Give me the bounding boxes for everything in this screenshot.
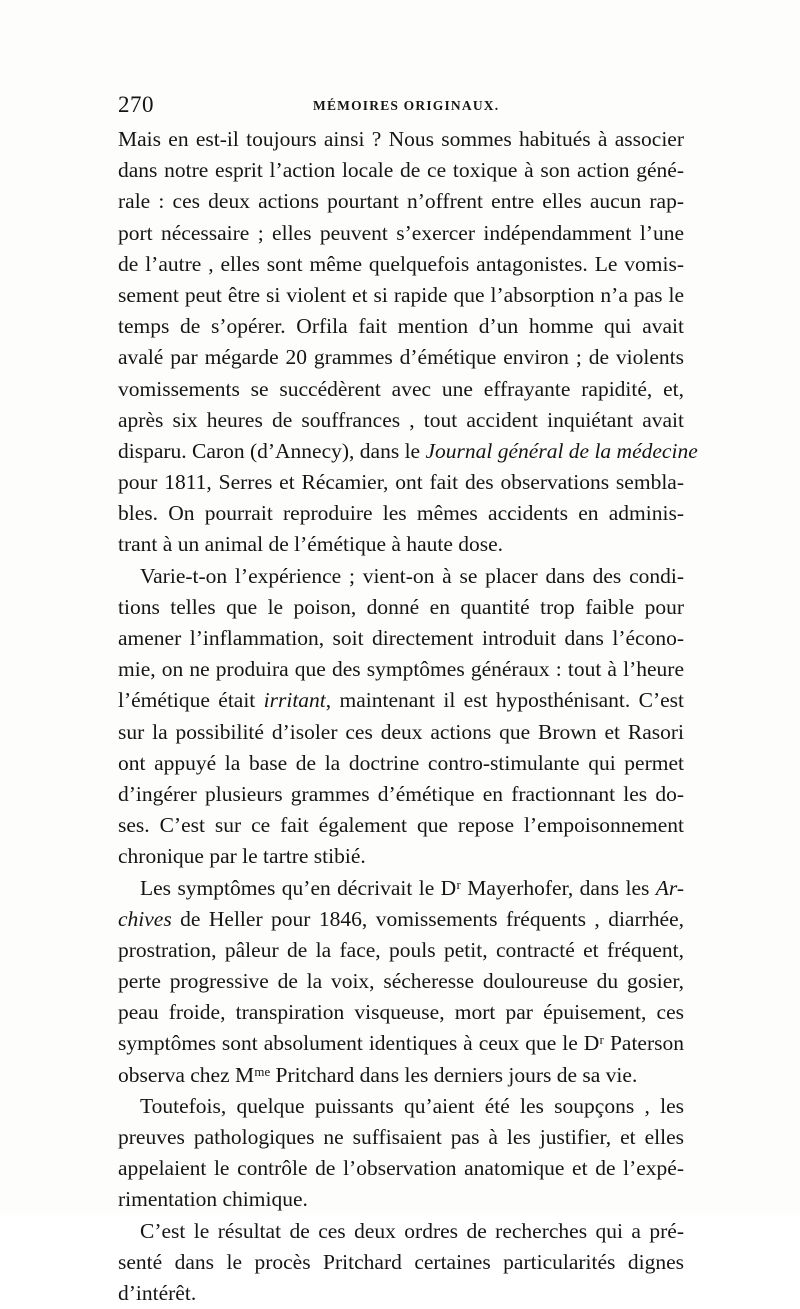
body-text xyxy=(118,124,698,1309)
text-segment: sur la possibilité d’isoler ces deux actions que Brown et Rasori xyxy=(118,719,684,744)
text-line xyxy=(118,218,684,249)
text-line xyxy=(118,498,684,529)
text-line xyxy=(118,810,684,841)
text-segment: ont appuyé la base de la doctrine contro-stimulante qui permet xyxy=(118,750,684,775)
text-line xyxy=(118,155,684,186)
text-segment: de Heller pour 1846, vomissements fréquents , diarrhée, xyxy=(171,906,684,931)
running-head xyxy=(118,92,688,122)
text-segment: , maintenant il est hyposthénisant. C’est xyxy=(325,688,684,713)
text-line xyxy=(118,467,684,498)
text-line xyxy=(118,654,684,685)
text-line xyxy=(118,717,684,748)
text-segment: mie, on ne produira que des symptômes généraux : tout à l’heure xyxy=(118,657,684,682)
text-segment: d’ingérer plusieurs grammes d’émétique en fractionnant les do- xyxy=(118,781,684,806)
text-segment: symptômes sont absolument identiques à ceux que le Dʳ Paterson xyxy=(118,1031,684,1056)
text-segment: avalé par mégarde 20 grammes d’émétique environ ; de violents xyxy=(118,345,684,370)
text-line xyxy=(118,374,684,405)
text-line xyxy=(118,1091,684,1122)
text-line xyxy=(118,186,684,217)
text-segment: Mais en est-il toujours ainsi ? Nous sommes habitués à associer xyxy=(118,127,684,151)
text-segment: rimentation chimique. xyxy=(118,1187,308,1212)
text-segment: pour 1811, Serres et Récamier, ont fait des observations sembla- xyxy=(118,470,684,495)
text-segment: perte progressive de la voix, sécheresse douloureuse du gosier, xyxy=(118,969,684,994)
text-segment: d’intérêt. xyxy=(118,1280,197,1305)
text-segment: trant à un animal de l’émétique à haute dose. xyxy=(118,532,504,557)
text-line xyxy=(118,405,684,436)
text-line xyxy=(118,1247,684,1278)
text-line xyxy=(118,873,684,904)
text-segment: après six heures de souffrances , tout accident inquiétant avait xyxy=(118,407,684,432)
text-segment: temps de s’opérer. Orfila fait mention d’un homme qui avait xyxy=(118,314,684,339)
text-segment: ses. C’est sur ce fait également que repose l’empoisonnement xyxy=(118,813,684,838)
text-line xyxy=(118,748,684,779)
italic-text: Ar- xyxy=(655,875,684,900)
text-segment: Toutefois, quelque puissants qu’aient été les soupçons , les xyxy=(140,1093,684,1118)
text-line xyxy=(118,124,684,155)
text-segment: peau froide, transpiration visqueuse, mort par épuisement, ces xyxy=(118,1000,684,1025)
text-segment: observa chez Mᵐᵉ Pritchard dans les derniers jours de sa vie. xyxy=(118,1062,638,1087)
running-title: MÉMOIRES ORIGINAUX. xyxy=(313,98,500,113)
text-segment: tions telles que le poison, donné en quantité trop faible pour xyxy=(118,594,684,619)
page-number: 270 xyxy=(118,92,154,117)
text-segment: bles. On pourrait reproduire les mêmes accidents en adminis- xyxy=(118,501,684,526)
text-line xyxy=(118,685,684,716)
text-segment: preuves pathologiques ne suffisaient pas à les justifier, et elles xyxy=(118,1125,684,1149)
text-line xyxy=(118,249,684,280)
text-segment: Varie-t-on l’expérience ; vient-on à se placer dans des condi- xyxy=(140,563,684,588)
text-line xyxy=(118,779,684,810)
text-line xyxy=(118,841,684,872)
text-line xyxy=(118,592,684,623)
text-line xyxy=(118,1184,684,1215)
text-line xyxy=(118,1122,684,1153)
text-line xyxy=(118,1060,684,1091)
text-segment: vomissements se succédèrent avec une effrayante rapidité, et, xyxy=(118,376,684,401)
italic-text: Journal général de la médecine xyxy=(425,438,698,463)
text-line xyxy=(118,904,684,935)
text-segment: l’émétique était xyxy=(118,688,264,713)
text-line xyxy=(118,311,684,342)
text-line xyxy=(118,1216,684,1247)
text-line xyxy=(118,1278,684,1309)
text-line xyxy=(118,561,684,592)
italic-text: chives xyxy=(118,906,172,931)
text-segment: Les symptômes qu’en décrivait le Dʳ Mayerhofer, dans les xyxy=(140,875,656,900)
text-segment: rale : ces deux actions pourtant n’offrent entre elles aucun rap- xyxy=(118,189,684,214)
text-segment: chronique par le tartre stibié. xyxy=(118,844,366,869)
text-segment: dans notre esprit l’action locale de ce toxique à son action géné- xyxy=(118,158,684,183)
text-segment: appelaient le contrôle de l’observation anatomique et de l’expé- xyxy=(118,1156,684,1181)
text-segment: port nécessaire ; elles peuvent s’exercer indépendamment l’une xyxy=(118,220,684,245)
text-line xyxy=(118,529,684,560)
text-segment: amener l’inflammation, soit directement introduit dans l’écono- xyxy=(118,626,684,650)
text-line xyxy=(118,436,698,467)
text-line xyxy=(118,623,684,654)
text-line xyxy=(118,1028,684,1059)
text-line xyxy=(118,997,684,1028)
text-segment: sement peut être si violent et si rapide que l’absorption n’a pas le xyxy=(118,282,684,307)
text-segment: senté dans le procès Pritchard certaines particularités dignes xyxy=(118,1249,684,1274)
text-line xyxy=(118,280,684,311)
text-segment: prostration, pâleur de la face, pouls petit, contracté et fréquent, xyxy=(118,937,684,962)
text-line xyxy=(118,966,684,997)
text-line xyxy=(118,1153,684,1184)
text-segment: disparu. Caron (d’Annecy), dans le xyxy=(118,438,426,463)
italic-text: irritant xyxy=(263,688,326,713)
text-line xyxy=(118,935,684,966)
text-segment: de l’autre , elles sont même quelquefois antagonistes. Le vomis- xyxy=(118,251,684,276)
text-line xyxy=(118,342,684,373)
text-segment: C’est le résultat de ces deux ordres de recherches qui a pré- xyxy=(140,1218,684,1243)
